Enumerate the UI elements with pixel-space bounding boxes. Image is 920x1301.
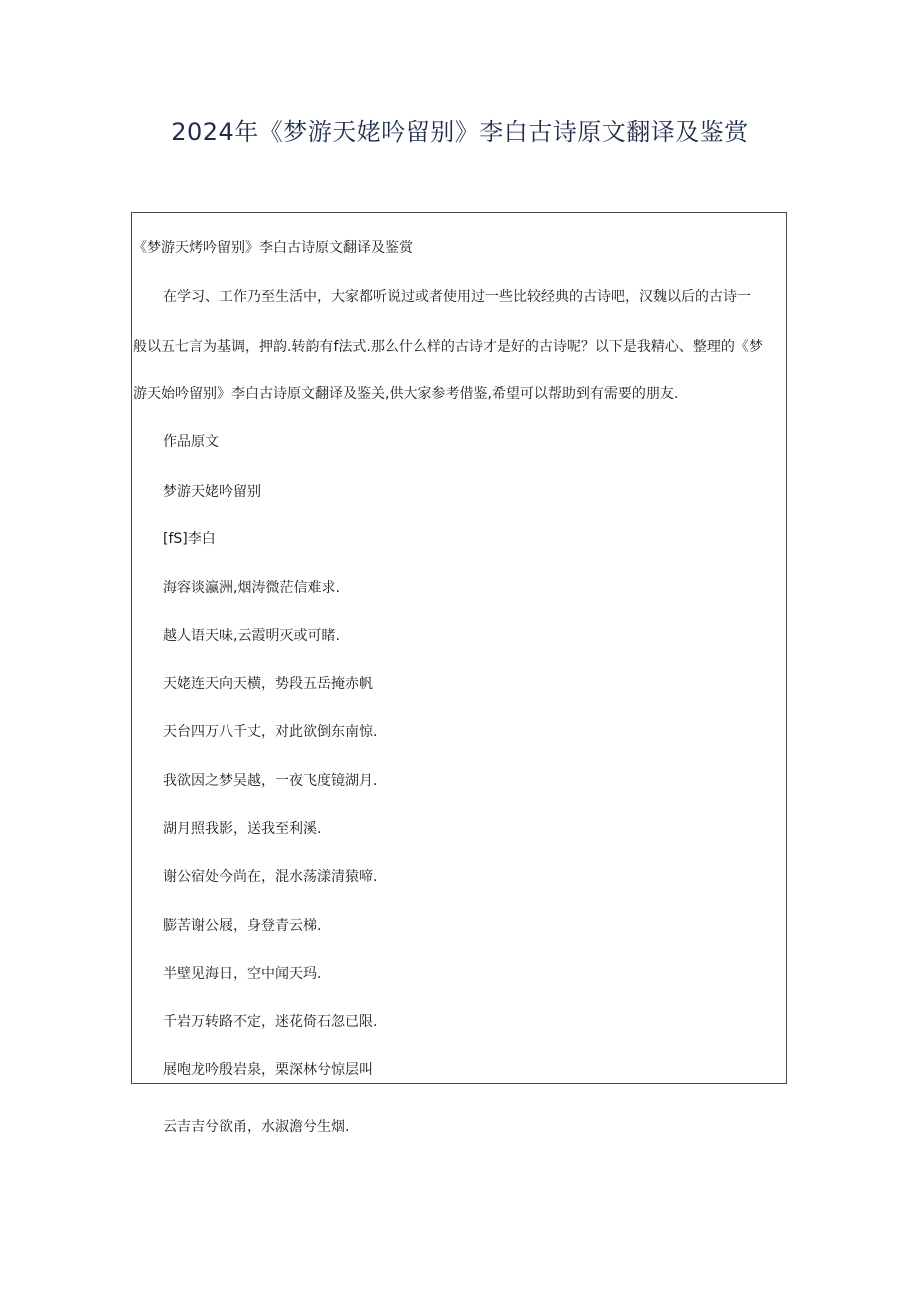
- poem-title: 梦游天姥吟留别: [163, 484, 261, 500]
- poem-line: 天姥连天向天横，势段五岳掩赤帆: [163, 676, 373, 692]
- poem-line: 越人语天味,云霞明灭或可睹.: [163, 628, 340, 644]
- intro-line: 游天始吟留别》李白古诗原文翻译及鉴关,供大家参考借鉴,希望可以帮助到有需要的朋友.: [133, 386, 679, 402]
- poem-line: 海容谈瀛洲,烟涛微茫信难求.: [163, 580, 340, 596]
- section-label: 作品原文: [163, 434, 219, 450]
- intro-line: 在学习、工作乃至生活中，大家都听说过或者使用过一些比较经典的古诗吧，汉魏以后的古诗一: [163, 289, 751, 305]
- poem-line: 展咆龙吟殷岩泉，栗深林兮惊层叫: [163, 1062, 373, 1078]
- poem-line: 千岩万转路不定，迷花倚石忽已限.: [163, 1014, 378, 1030]
- intro-line: 般以五七言为基调，押韵.转韵有f法式.那么什么样的古诗才是好的古诗呢？以下是我精心、整理的《梦: [133, 339, 763, 355]
- poem-line: 半壁见海日，空中闻天玛.: [163, 966, 322, 982]
- box-heading: 《梦游天烤吟留别》李白古诗原文翻译及鉴赏: [133, 240, 413, 256]
- poem-line: 膨苦谢公屐，身登青云梯.: [163, 918, 322, 934]
- poem-line: 谢公宿处今尚在，混水荡漾清猿啼.: [163, 869, 378, 885]
- continued-poem-line: 云吉吉兮欲甬，水淑澹兮生烟.: [163, 1119, 350, 1135]
- poem-line: 我欲因之梦吴越，一夜飞度镜湖月.: [163, 773, 378, 789]
- poem-line: 天台四万八千丈，对此欲倒东南惊.: [163, 724, 378, 740]
- poem-line: 湖月照我影，送我至利溪.: [163, 821, 322, 837]
- poem-author: [fS]李白: [163, 531, 216, 547]
- page-title: 2024年《梦游天姥吟留别》李白古诗原文翻译及鉴赏: [171, 118, 749, 146]
